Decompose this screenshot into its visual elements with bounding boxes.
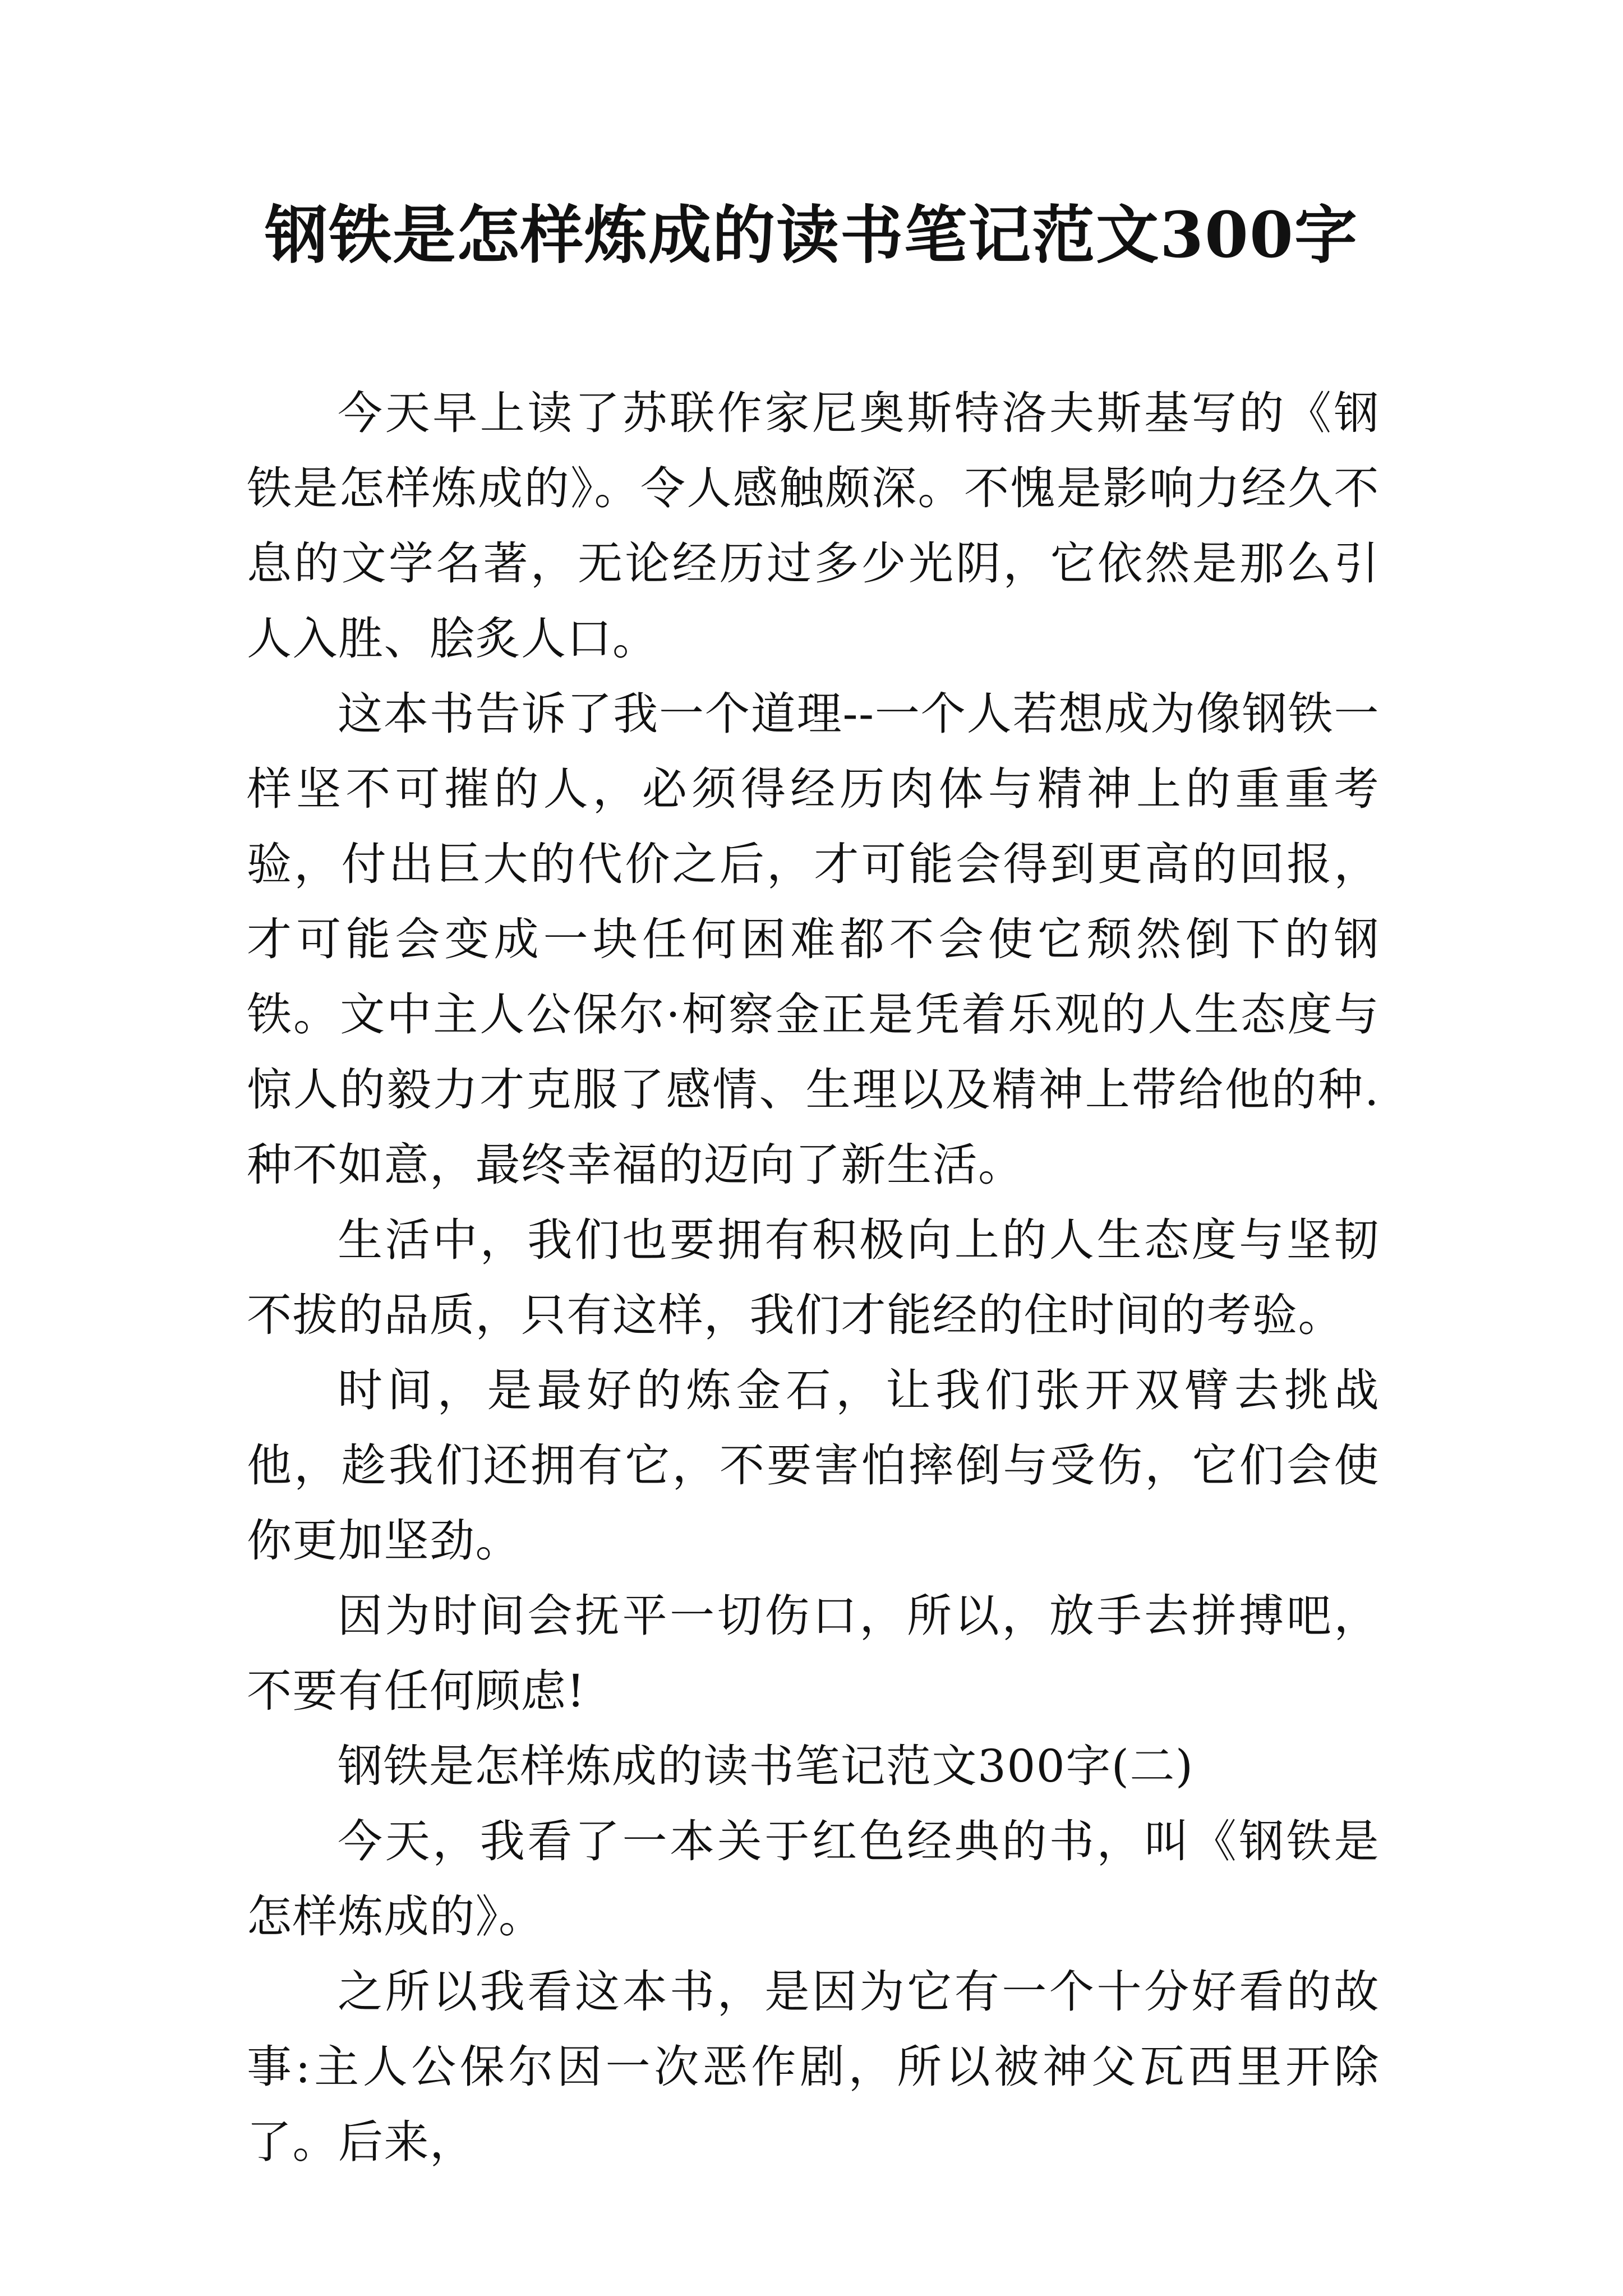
paragraph-5: 因为时间会抚平一切伤口，所以，放手去拼搏吧，不要有任何顾虑! [247, 1590, 1380, 1717]
document-body [247, 376, 1380, 2180]
document-title: 钢铁是怎样炼成的读书笔记范文300字 [265, 199, 1358, 272]
paragraph-4: 时间，是最好的炼金石，让我们张开双臂去挑战他，趁我们还拥有它，不要害怕摔倒与受伤，它们会使你更加坚劲。 [247, 1364, 1380, 1567]
paragraph-2: 这本书告诉了我一个道理--一个人若想成为像钢铁一样坚不可摧的人，必须得经历肉体与精神上的重重考验，付出巨大的代价之后，才可能会得到更高的回报，才可能会变成一块任何困难都不会使它颓然倒下的钢铁。文中主人公保尔·柯察金正是凭着乐观的人生态度与惊人的毅力才克服了感情、生理以及精神上带给他的种.种不如意，最终幸福的迈向了新生活。 [247, 688, 1380, 1191]
paragraph-6: 今天，我看了一本关于红色经典的书，叫《钢铁是怎样炼成的》。 [247, 1815, 1380, 1943]
section-heading: 钢铁是怎样炼成的读书笔记范文300字(二) [338, 1740, 1194, 1792]
paragraph-1: 今天早上读了苏联作家尼奥斯特洛夫斯基写的《钢铁是怎样炼成的》。令人感触颇深。不愧是影响力经久不息的文学名著，无论经历过多少光阴，它依然是那么引人入胜、脍炙人口。 [247, 387, 1380, 665]
paragraph-7: 之所以我看这本书，是因为它有一个十分好看的故事:主人公保尔因一次恶作剧，所以被神父瓦西里开除了。后来， [247, 1966, 1380, 2168]
paragraph-3: 生活中，我们也要拥有积极向上的人生态度与坚韧不拔的品质，只有这样，我们才能经的住时间的考验。 [247, 1214, 1380, 1341]
